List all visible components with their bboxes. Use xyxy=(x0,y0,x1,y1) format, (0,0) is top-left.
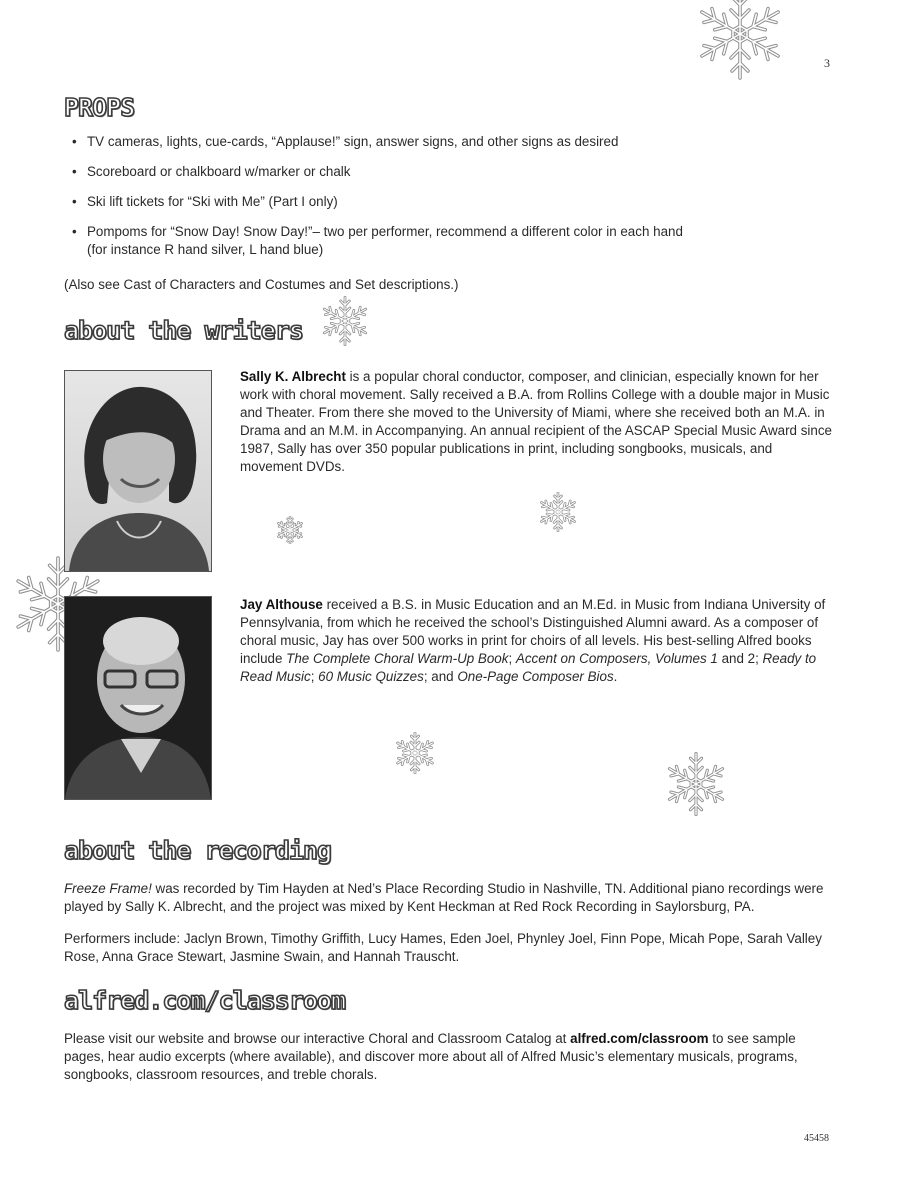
snowflake-icon xyxy=(538,492,578,532)
sally-name: Sally K. Albrecht xyxy=(240,369,346,384)
jay-bio: Jay Althouse received a B.S. in Music Education and an M.Ed. in Music from Indiana University of Pennsylvania, from which he received the school’s Distinguished Alumni award. As a composer of choral music, Jay has over 500 works in print for choirs of all levels. His best-selling Alfred books include The Complete Choral Warm-Up Book; Accent on Composers, Volumes 1 and 2; Ready to Read Music; 60 Music Quizzes; and One-Page Composer Bios. xyxy=(240,597,826,684)
writers-heading: about the writers xyxy=(64,316,303,345)
list-item: • TV cameras, lights, cue-cards, “Applause!” sign, answer signs, and other signs as desired xyxy=(72,134,619,149)
bullet: • xyxy=(72,224,77,239)
bullet: • xyxy=(72,134,77,149)
snowflake-icon xyxy=(664,752,728,816)
alfred-heading: alfred.com/classroom xyxy=(64,986,346,1015)
portrait-icon xyxy=(65,371,211,571)
sally-portrait xyxy=(64,370,212,572)
alfred-link[interactable]: alfred.com/classroom xyxy=(570,1031,709,1046)
snowflake-icon xyxy=(394,732,436,774)
page-number: 3 xyxy=(824,56,830,70)
list-item: • Ski lift tickets for “Ski with Me” (Part I only) xyxy=(72,194,338,209)
catalog-number: 45458 xyxy=(804,1133,829,1144)
list-item: • Pompoms for “Snow Day! Snow Day!”– two per performer, recommend a different color in each hand (for instance R hand silver, L hand blue) xyxy=(72,224,683,257)
jay-name: Jay Althouse xyxy=(240,597,323,612)
props-heading: PROPS xyxy=(64,93,135,122)
recording-heading: about the recording xyxy=(64,836,331,865)
snowflake-icon xyxy=(320,296,370,346)
props-list xyxy=(72,133,772,271)
snowflake-icon xyxy=(276,516,304,544)
snowflake-icon xyxy=(694,0,786,80)
list-item: • Scoreboard or chalkboard w/marker or chalk xyxy=(72,164,351,179)
props-note: (Also see Cast of Characters and Costumes and Set descriptions.) xyxy=(64,277,459,292)
sally-bio: Sally K. Albrecht is a popular choral conductor, composer, and clinician, especially known for her work with choral movement. Sally received a B.A. from Rollins College with a double major in Music and Theater. From there she moved to the University of Miami, where she received both an M.A. in Drama and an M.M. in Accompanying. An annual recipient of the ASCAP Special Music Award since 1987, Sally has over 350 popular publications in print, including songbooks, musicals, and movement DVDs. xyxy=(240,369,832,474)
performers-paragraph: Performers include: Jaclyn Brown, Timothy Griffith, Lucy Hames, Eden Joel, Phynley Joel, Finn Pope, Micah Pope, Sarah Valley Rose, Anna Grace Stewart, Jasmine Swain, and Hannah Trauscht. xyxy=(64,931,822,964)
show-title: Freeze Frame! xyxy=(64,881,152,896)
jay-portrait xyxy=(64,596,212,800)
recording-paragraph: Freeze Frame! was recorded by Tim Hayden at Ned’s Place Recording Studio in Nashville, TN. Additional piano recordings were played by Sally K. Albrecht, and the project was mixed by Kent Heckman at Red Rock Recording in Saylorsburg, PA. xyxy=(64,881,824,914)
alfred-paragraph: Please visit our website and browse our interactive Choral and Classroom Catalog at alfred.com/classroom to see sample pages, hear audio excerpts (where available), and discover more about all of Alfred Music’s elementary musicals, programs, songbooks, classroom resources, and treble chorals. xyxy=(64,1031,798,1082)
bullet: • xyxy=(72,164,77,179)
bullet: • xyxy=(72,194,77,209)
portrait-icon xyxy=(65,597,211,799)
